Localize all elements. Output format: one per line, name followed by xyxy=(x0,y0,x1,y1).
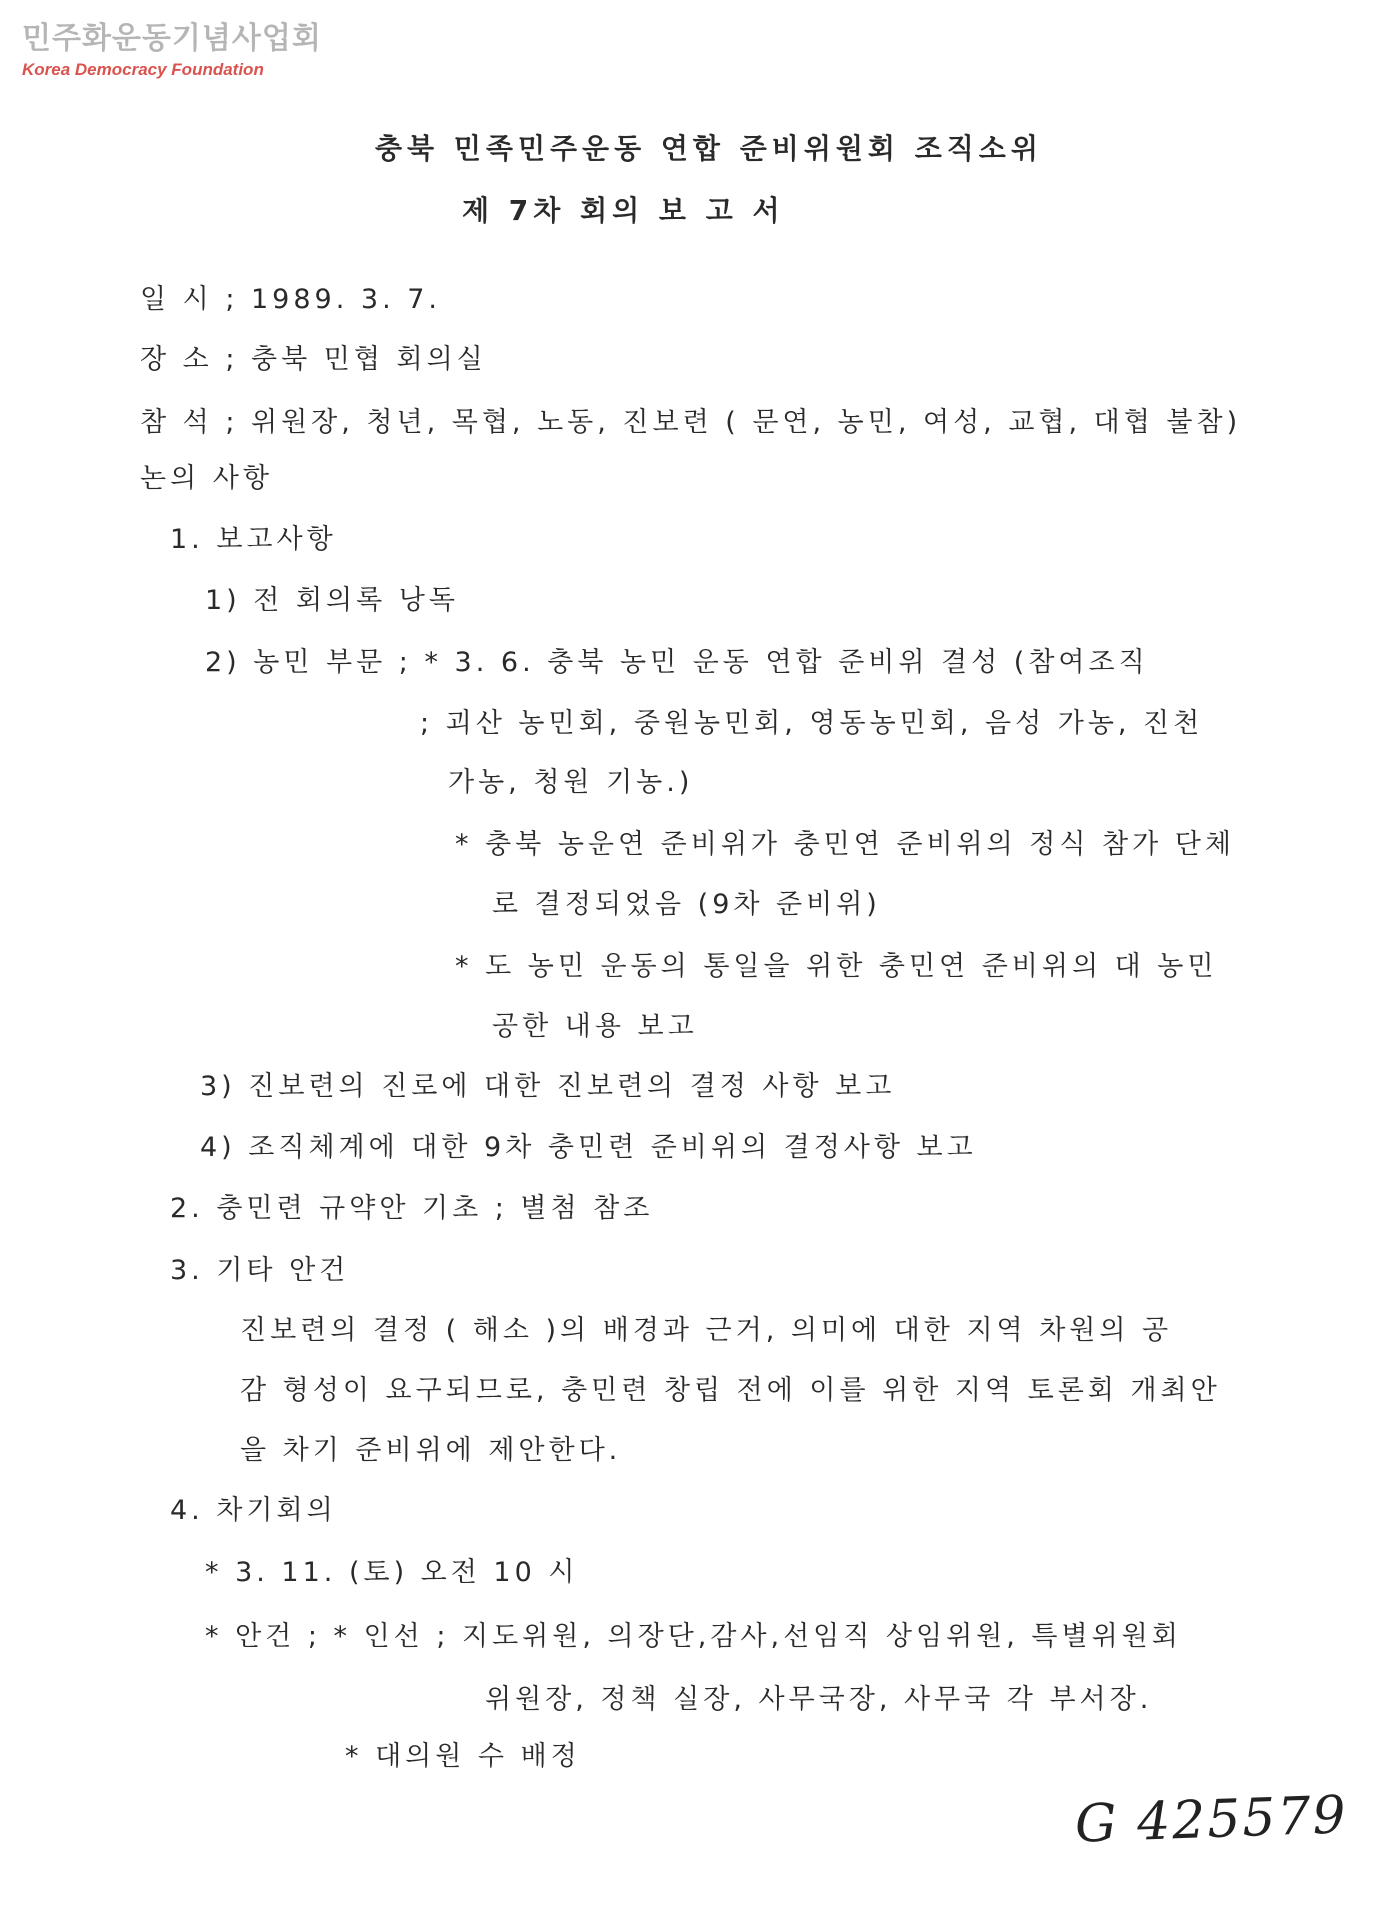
meeting-attendance: 참 석 ; 위원장, 청년, 목협, 노동, 진보련 ( 문연, 농민, 여성, 교협, 대협 불참) xyxy=(140,407,1242,438)
item-line: 감 형성이 요구되므로, 충민련 창립 전에 이를 위한 지역 토론회 개최안 xyxy=(240,1375,1221,1406)
item-line: ; 괴산 농민회, 중원농민회, 영동농민회, 음성 가농, 진천 xyxy=(420,708,1204,739)
item-line: 공한 내용 보고 xyxy=(492,1011,698,1042)
item-line: * 3. 11. (토) 오전 10 시 xyxy=(205,1557,579,1588)
section-heading: 논의 사항 xyxy=(140,463,273,494)
item-line: 3) 진보련의 진로에 대한 진보련의 결정 사항 보고 xyxy=(200,1071,896,1102)
item-line: 2) 농민 부문 ; * 3. 6. 충북 농민 운동 연합 준비위 결성 (참여조직 xyxy=(205,647,1149,678)
item-line: 을 차기 준비위에 제안한다. xyxy=(240,1435,622,1466)
item-line: 1. 보고사항 xyxy=(170,524,337,555)
item-line: 진보련의 결정 ( 해소 )의 배경과 근거, 의미에 대한 지역 차원의 공 xyxy=(240,1315,1173,1346)
item-line: 로 결정되었음 (9차 준비위) xyxy=(492,889,881,920)
watermark-english: Korea Democracy Foundation xyxy=(22,60,264,79)
item-line: * 도 농민 운동의 통일을 위한 충민연 준비위의 대 농민 xyxy=(455,951,1218,982)
document-title: 충북 민족민주운동 연합 준비위원회 조직소위 xyxy=(375,132,1043,165)
item-line: 4) 조직체계에 대한 9차 충민련 준비위의 결정사항 보고 xyxy=(200,1132,977,1163)
item-line: 3. 기타 안건 xyxy=(170,1255,350,1286)
item-line: 2. 충민련 규약안 기초 ; 별첨 참조 xyxy=(170,1193,654,1224)
item-line: * 충북 농운연 준비위가 충민연 준비위의 정식 참가 단체 xyxy=(455,829,1235,860)
item-line: 1) 전 회의록 낭독 xyxy=(205,585,459,616)
item-line: 4. 차기회의 xyxy=(170,1495,337,1526)
meeting-place: 장 소 ; 충북 민협 회의실 xyxy=(140,344,487,375)
meeting-date: 일 시 ; 1989. 3. 7. xyxy=(140,284,441,315)
watermark-korean: 민주화운동기념사업회 xyxy=(22,21,322,56)
item-line: 가농, 청원 기농.) xyxy=(448,767,694,798)
watermark xyxy=(22,20,322,80)
item-line: 위원장, 정책 실장, 사무국장, 사무국 각 부서장. xyxy=(485,1684,1153,1715)
item-line: * 대의원 수 배정 xyxy=(345,1741,581,1772)
handwritten-code: G 425579 xyxy=(1074,1785,1349,1855)
item-line: * 안건 ; * 인선 ; 지도위원, 의장단,감사,선임직 상임위원, 특별위원회 xyxy=(205,1621,1182,1652)
document-subtitle: 제 7차 회의 보 고 서 xyxy=(462,194,785,227)
